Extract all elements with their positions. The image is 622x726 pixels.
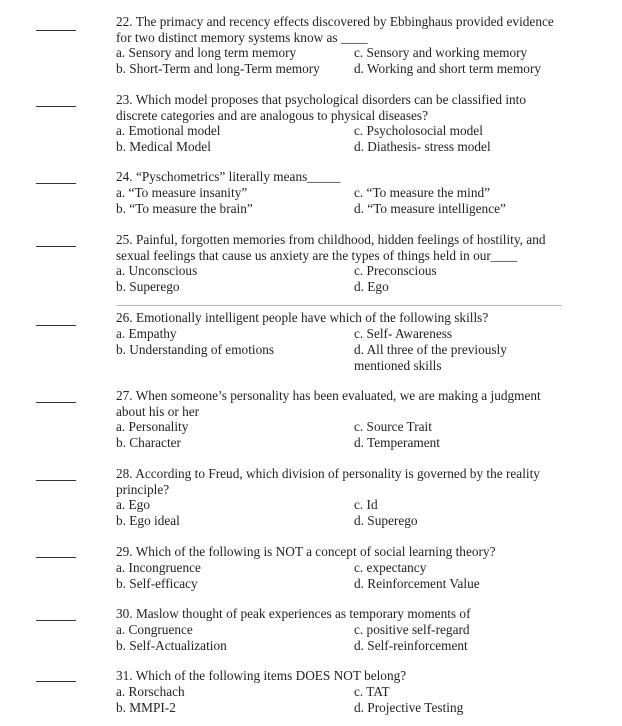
option-b: b. MMPI-2 xyxy=(116,700,176,715)
question-text: 26. Emotionally intelligent people have which of the following skills? xyxy=(116,310,489,325)
option-b: b. Understanding of emotions xyxy=(116,342,275,357)
option-b: b. Character xyxy=(116,435,181,450)
option-c: c. Preconscious xyxy=(354,263,437,278)
option-b: b. Superego xyxy=(116,279,180,294)
option-d: d. Ego xyxy=(354,279,389,294)
option-d: d. Diathesis- stress model xyxy=(354,139,491,154)
option-b: b. Ego ideal xyxy=(116,513,180,528)
option-a: a. “To measure insanity” xyxy=(116,185,248,200)
question-text: 24. “Pyschometrics” literally means_____ xyxy=(116,169,341,184)
answer-blank[interactable] xyxy=(36,325,76,326)
option-c: c. TAT xyxy=(354,684,390,699)
option-d: d. Temperament xyxy=(354,435,440,450)
option-c: c. “To measure the mind” xyxy=(354,185,491,200)
option-b: b. Medical Model xyxy=(116,139,211,154)
question-text: 29. Which of the following is NOT a concept of social learning theory? xyxy=(116,544,496,559)
question-text: 27. When someone’s personality has been evaluated, we are making a judgment about his or her xyxy=(116,388,541,419)
option-a: a. Sensory and long term memory xyxy=(116,45,297,60)
option-c: c. expectancy xyxy=(354,560,427,575)
question-text: 23. Which model proposes that psychological disorders can be classified into discrete categories and are analogous to physical diseases? xyxy=(116,92,527,123)
answer-blank[interactable] xyxy=(36,681,76,682)
answer-blank[interactable] xyxy=(36,183,76,184)
answer-blank[interactable] xyxy=(36,30,76,31)
divider xyxy=(116,305,562,306)
question-text: 28. According to Freud, which division of personality is governed by the reality principle? xyxy=(116,466,540,497)
option-c: c. positive self-regard xyxy=(354,622,470,637)
answer-blank[interactable] xyxy=(36,106,76,107)
option-c: c. Self- Awareness xyxy=(354,326,453,341)
option-b: b. Short-Term and long-Term memory xyxy=(116,61,320,76)
option-d: d. Projective Testing xyxy=(354,700,464,715)
option-a: a. Ego xyxy=(116,497,150,512)
answer-blank[interactable] xyxy=(36,246,76,247)
answer-blank[interactable] xyxy=(36,402,76,403)
option-b: b. Self-Actualization xyxy=(116,638,227,653)
question-text: 31. Which of the following items DOES NOT belong? xyxy=(116,668,407,683)
option-a: a. Unconscious xyxy=(116,263,198,278)
question-text: 25. Painful, forgotten memories from childhood, hidden feelings of hostility, and sexual feelings that cause us anxiety are the types of things held in our____ xyxy=(116,232,546,263)
option-d: d. Superego xyxy=(354,513,418,528)
option-b: b. “To measure the brain” xyxy=(116,201,253,216)
option-a: a. Congruence xyxy=(116,622,193,637)
option-d: d. Working and short term memory xyxy=(354,61,542,76)
option-a: a. Empathy xyxy=(116,326,177,341)
answer-blank[interactable] xyxy=(36,620,76,621)
option-a: a. Emotional model xyxy=(116,123,221,138)
option-c: c. Psycholosocial model xyxy=(354,123,483,138)
option-d: d. All three of the previously mentioned skills xyxy=(354,342,507,373)
option-c: c. Source Trait xyxy=(354,419,432,434)
option-d: d. “To measure intelligence” xyxy=(354,201,506,216)
option-c: c. Id xyxy=(354,497,378,512)
option-a: a. Personality xyxy=(116,419,189,434)
option-a: a. Rorschach xyxy=(116,684,185,699)
question-text: 22. The primacy and recency effects discovered by Ebbinghaus provided evidence for two distinct memory systems know as ____ xyxy=(116,14,554,45)
option-d: d. Reinforcement Value xyxy=(354,576,480,591)
answer-blank[interactable] xyxy=(36,480,76,481)
option-b: b. Self-efficacy xyxy=(116,576,198,591)
option-c: c. Sensory and working memory xyxy=(354,45,528,60)
answer-blank[interactable] xyxy=(36,557,76,558)
option-d: d. Self-reinforcement xyxy=(354,638,468,653)
option-a: a. Incongruence xyxy=(116,560,201,575)
question-text: 30. Maslow thought of peak experiences as temporary moments of xyxy=(116,606,471,621)
